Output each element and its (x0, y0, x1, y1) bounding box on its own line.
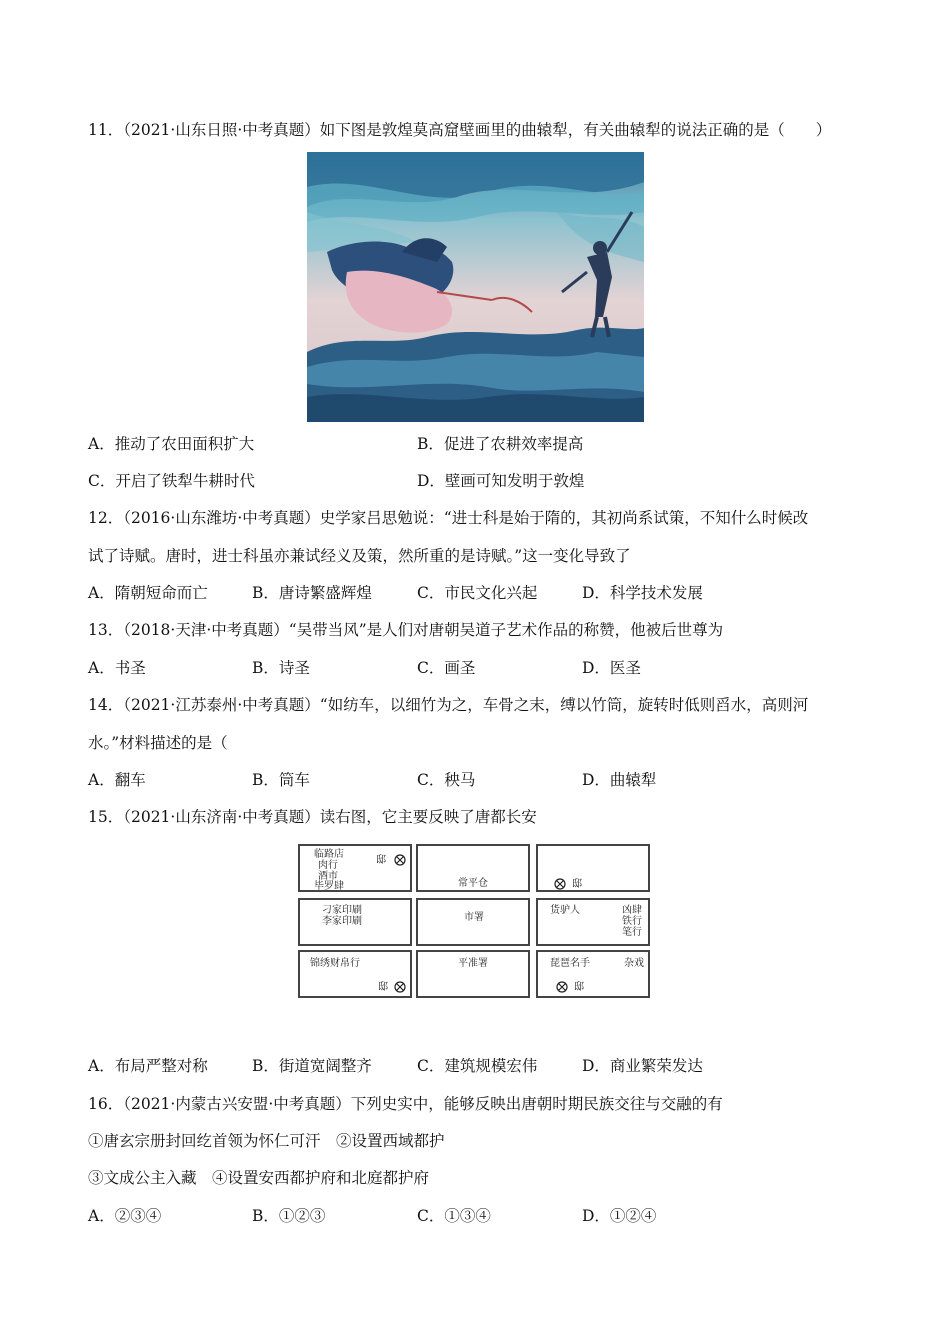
cell-text: 平准署 (458, 958, 488, 969)
cell-text: 凶肆 (622, 905, 642, 916)
cell-text: 市署 (464, 912, 484, 923)
cell-text: 铁行 (622, 916, 642, 927)
q16-option-b: B．①②③ (252, 1207, 326, 1225)
mural-painting (307, 152, 644, 422)
q15-option-d: D．商业繁荣发达 (582, 1057, 703, 1075)
q14-option-b: B．筒车 (252, 771, 310, 789)
map-cell (416, 844, 530, 892)
map-cell (536, 898, 650, 946)
otimes-icon (556, 981, 568, 993)
dunhuang-mural-image (307, 152, 644, 422)
q14-stem-line-1: 14．（2021·江苏泰州·中考真题）“如纺车，以细竹为之，车骨之末，缚以竹筒，旋转时低则舀水，高则河 (88, 696, 809, 714)
cell-text: 临路店 (314, 849, 344, 860)
cell-tag: 邸 (572, 879, 582, 890)
q16-option-d: D．①②④ (582, 1207, 657, 1225)
q15-option-b: B．街道宽阔整齐 (252, 1057, 372, 1075)
map-cell (298, 950, 412, 998)
cell-text: 货驴人 (550, 905, 580, 916)
q16-item-line-1: ①唐玄宗册封回纥首领为怀仁可汗 ②设置西域都护 (88, 1132, 445, 1150)
q12-option-c: C．市民文化兴起 (417, 584, 538, 602)
q13-option-b: B．诗圣 (252, 659, 310, 677)
otimes-icon (394, 854, 406, 866)
cell-text: 锦绣财帛行 (310, 958, 360, 969)
map-cell (536, 950, 650, 998)
q12-stem-line-2: 试了诗赋。唐时，进士科虽亦兼试经义及策，然所重的是诗赋。”这一变化导致了 (88, 547, 631, 565)
cell-tag: 邸 (378, 982, 388, 993)
cell-text: 杂戏 (624, 958, 644, 969)
q14-option-c: C．秧马 (417, 771, 476, 789)
cell-text: 笔行 (622, 927, 642, 938)
cell-text: 李家印刷 (322, 916, 362, 927)
q15-option-c: C．建筑规模宏伟 (417, 1057, 538, 1075)
q11-option-b: B．促进了农耕效率提高 (417, 435, 584, 453)
cell-text: 肉行 (318, 860, 338, 871)
cell-tag: 邸 (574, 982, 584, 993)
q12-option-d: D．科学技术发展 (582, 584, 703, 602)
q11-stem: 11．（2021·山东日照·中考真题）如下图是敦煌莫高窟壁画里的曲辕犁，有关曲辕犁的说法正确的是（ ） (88, 121, 832, 139)
q11-option-c: C．开启了铁犁牛耕时代 (88, 472, 255, 490)
q13-option-a: A．书圣 (88, 659, 146, 677)
map-cell (298, 898, 412, 946)
map-cell (416, 898, 530, 946)
changan-market-map (296, 840, 652, 1000)
q16-stem: 16．（2021·内蒙古兴安盟·中考真题）下列史实中，能够反映出唐朝时期民族交往与交融的有 (88, 1095, 723, 1113)
cell-text: 常平仓 (458, 878, 488, 889)
cell-text: 刁家印刷 (322, 905, 362, 916)
otimes-icon (554, 878, 566, 890)
q15-stem: 15．（2021·山东济南·中考真题）读右图，它主要反映了唐都长安 (88, 808, 537, 826)
cell-text: 琵琶名手 (550, 958, 590, 969)
q15-option-a: A．布局严整对称 (88, 1057, 208, 1075)
q14-option-d: D．曲辕犁 (582, 771, 657, 789)
q16-option-a: A．②③④ (88, 1207, 162, 1225)
q13-option-d: D．医圣 (582, 659, 641, 677)
q12-option-b: B．唐诗繁盛辉煌 (252, 584, 372, 602)
q14-option-a: A．翻车 (88, 771, 146, 789)
q11-option-a: A．推动了农田面积扩大 (88, 435, 255, 453)
q16-item-line-2: ③文成公主入藏 ④设置安西都护府和北庭都护府 (88, 1169, 430, 1187)
q13-stem: 13．（2018·天津·中考真题）“吴带当风”是人们对唐朝吴道子艺术作品的称赞，他被后世尊为 (88, 621, 724, 639)
q16-option-c: C．①③④ (417, 1207, 491, 1225)
q13-option-c: C．画圣 (417, 659, 476, 677)
q11-option-d: D．壁画可知发明于敦煌 (417, 472, 585, 490)
otimes-icon (394, 981, 406, 993)
map-cell (416, 950, 530, 998)
map-cell (298, 844, 412, 892)
cell-text: 酒市 (318, 871, 338, 882)
cell-tag: 邸 (376, 855, 386, 866)
q12-stem-line-1: 12．（2016·山东潍坊·中考真题）史学家吕思勉说：“进士科是始于隋的，其初尚系试策，不知什么时候改 (88, 509, 809, 527)
q14-stem-line-2: 水。”材料描述的是（ (88, 734, 228, 752)
cell-text: 毕罗肆 (314, 881, 344, 892)
q12-option-a: A．隋朝短命而亡 (88, 584, 208, 602)
map-cell (536, 844, 650, 892)
